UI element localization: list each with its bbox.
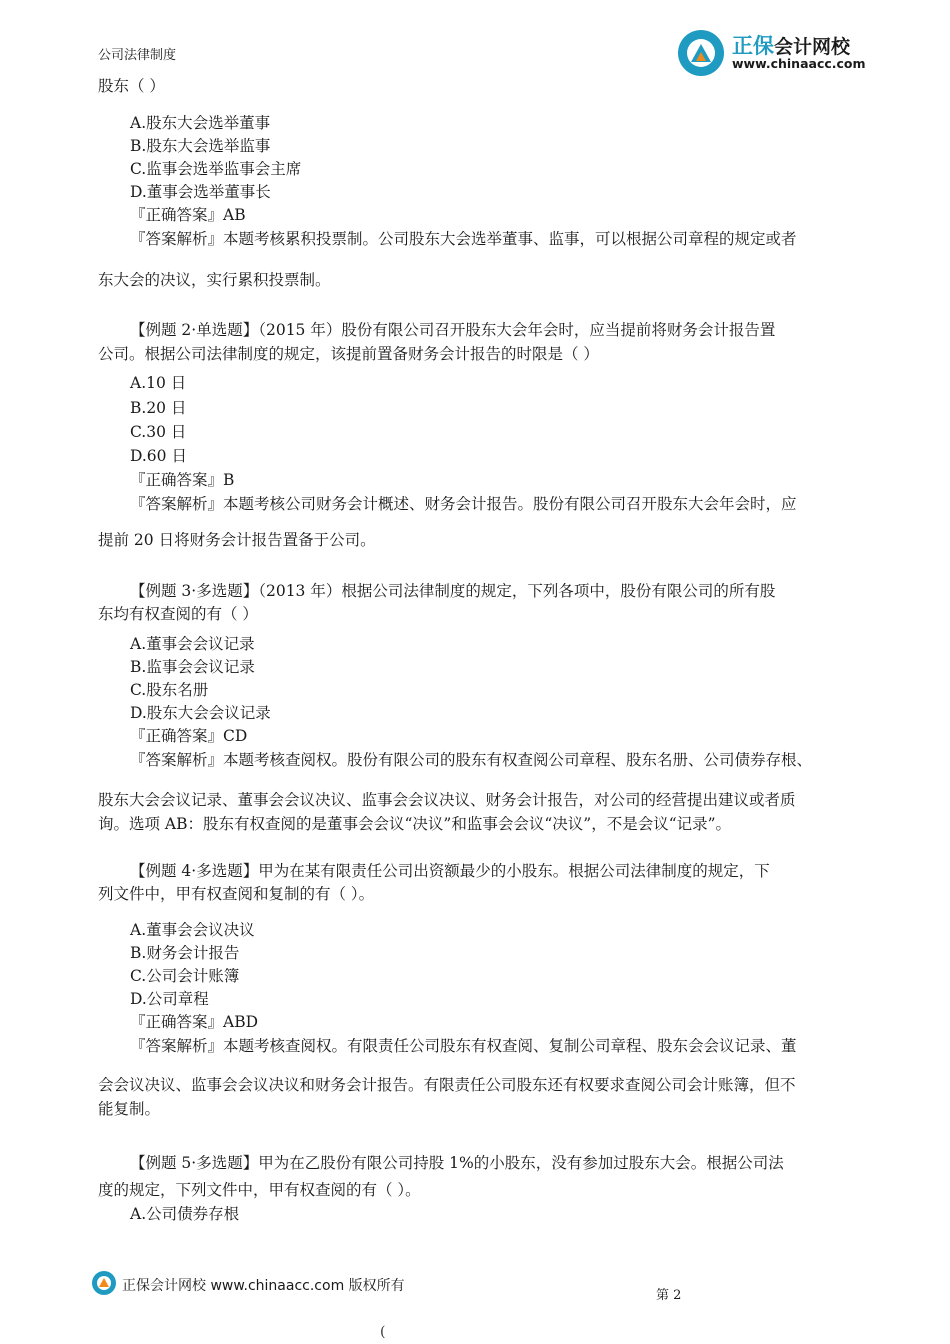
q3-option-c: C.股东名册: [130, 681, 209, 699]
q4-option-b: B.财务会计报告: [130, 944, 240, 962]
logo-emblem-icon: [678, 30, 724, 76]
q4-option-c: C.公司会计账簿: [130, 967, 240, 985]
q1-stem-cut: 股东（ ）: [98, 77, 165, 95]
q3-stem-1: 【例题 3·多选题】（2013 年）根据公司法律制度的规定，下列各项中，股份有限公司的所有股: [130, 582, 776, 600]
q3-option-d: D.股东大会会议记录: [130, 704, 271, 722]
q4-analysis-3: 能复制。: [98, 1100, 161, 1118]
q1-analysis-1: 『答案解析』本题考核累积投票制。公司股东大会选举董事、监事，可以根据公司章程的规定或者: [130, 230, 797, 248]
logo-name: 正保会计网校: [732, 34, 851, 58]
q1-analysis-2: 东大会的决议，实行累积投票制。: [98, 271, 331, 289]
q4-stem-2: 列文件中，甲有权查阅和复制的有（ ）。: [98, 885, 375, 903]
q4-option-d: D.公司章程: [130, 990, 209, 1008]
q5-option-a-cut: A.公司债券存根: [130, 1205, 240, 1223]
q2-analysis-2: 提前 20 日将财务会计报告置备于公司。: [98, 531, 376, 549]
q2-option-b: B.20 日: [130, 399, 187, 417]
q3-analysis-3: 询。选项 AB：股东有权查阅的是董事会会议“决议”和监事会会议“决议”，不是会议“记录”。: [98, 815, 732, 833]
bottom-mark: (: [380, 1324, 386, 1340]
q4-answer: 『正确答案』ABD: [130, 1013, 259, 1031]
q1-option-a: A.股东大会选举董事: [130, 114, 271, 132]
q2-analysis-1: 『答案解析』本题考核公司财务会计概述、财务会计报告。股份有限公司召开股东大会年会时，应: [130, 495, 797, 513]
footer-page-number: 第 2: [656, 1288, 682, 1303]
q3-analysis-2: 股东大会会议记录、董事会会议决议、监事会会议决议、财务会计报告，对公司的经营提出建议或者质: [98, 791, 796, 809]
q2-option-c: C.30 日: [130, 423, 187, 441]
header-logo[interactable]: [678, 28, 868, 78]
q5-stem-1: 【例题 5·多选题】甲为在乙股份有限公司持股 1%的小股东，没有参加过股东大会。根据公司法: [130, 1154, 784, 1172]
q4-analysis-2: 会会议决议、监事会会议决议和财务会计报告。有限责任公司股东还有权要求查阅公司会计账簿，但不: [98, 1076, 796, 1094]
footer-copyright: 正保会计网校 www.chinaacc.com 版权所有: [122, 1278, 405, 1294]
q2-answer: 『正确答案』B: [130, 471, 235, 489]
q3-option-a: A.董事会会议记录: [130, 635, 255, 653]
q4-analysis-1: 『答案解析』本题考核查阅权。有限责任公司股东有权查阅、复制公司章程、股东会会议记录、董: [130, 1037, 797, 1055]
q2-stem-1: 【例题 2·单选题】（2015 年）股份有限公司召开股东大会年会时，应当提前将财务会计报告置: [130, 321, 776, 339]
q2-stem-2: 公司。根据公司法律制度的规定，该提前置备财务会计报告的时限是（ ）: [98, 345, 599, 363]
q5-stem-2: 度的规定，下列文件中，甲有权查阅的有（ ）。: [98, 1181, 421, 1199]
footer-logo-icon: [92, 1271, 116, 1295]
q4-option-a: A.董事会会议决议: [130, 921, 255, 939]
q4-stem-1: 【例题 4·多选题】甲为在某有限责任公司出资额最少的小股东。根据公司法律制度的规定，下: [130, 862, 770, 880]
q3-stem-2: 东均有权查阅的有（ ）: [98, 605, 258, 623]
q2-option-d: D.60 日: [130, 447, 187, 465]
q3-answer: 『正确答案』CD: [130, 727, 248, 745]
q3-option-b: B.监事会会议记录: [130, 658, 255, 676]
q3-analysis-1: 『答案解析』本题考核查阅权。股份有限公司的股东有权查阅公司章程、股东名册、公司债券存根、: [130, 751, 813, 769]
q1-option-d: D.董事会选举董事长: [130, 183, 271, 201]
header-cut-text: 公司法律制度: [98, 48, 177, 63]
q1-option-b: B.股东大会选举监事: [130, 137, 271, 155]
q1-answer: 『正确答案』AB: [130, 206, 246, 224]
q2-option-a: A.10 日: [130, 374, 187, 392]
logo-url: www.chinaacc.com: [732, 56, 866, 71]
q1-option-c: C.监事会选举监事会主席: [130, 160, 302, 178]
